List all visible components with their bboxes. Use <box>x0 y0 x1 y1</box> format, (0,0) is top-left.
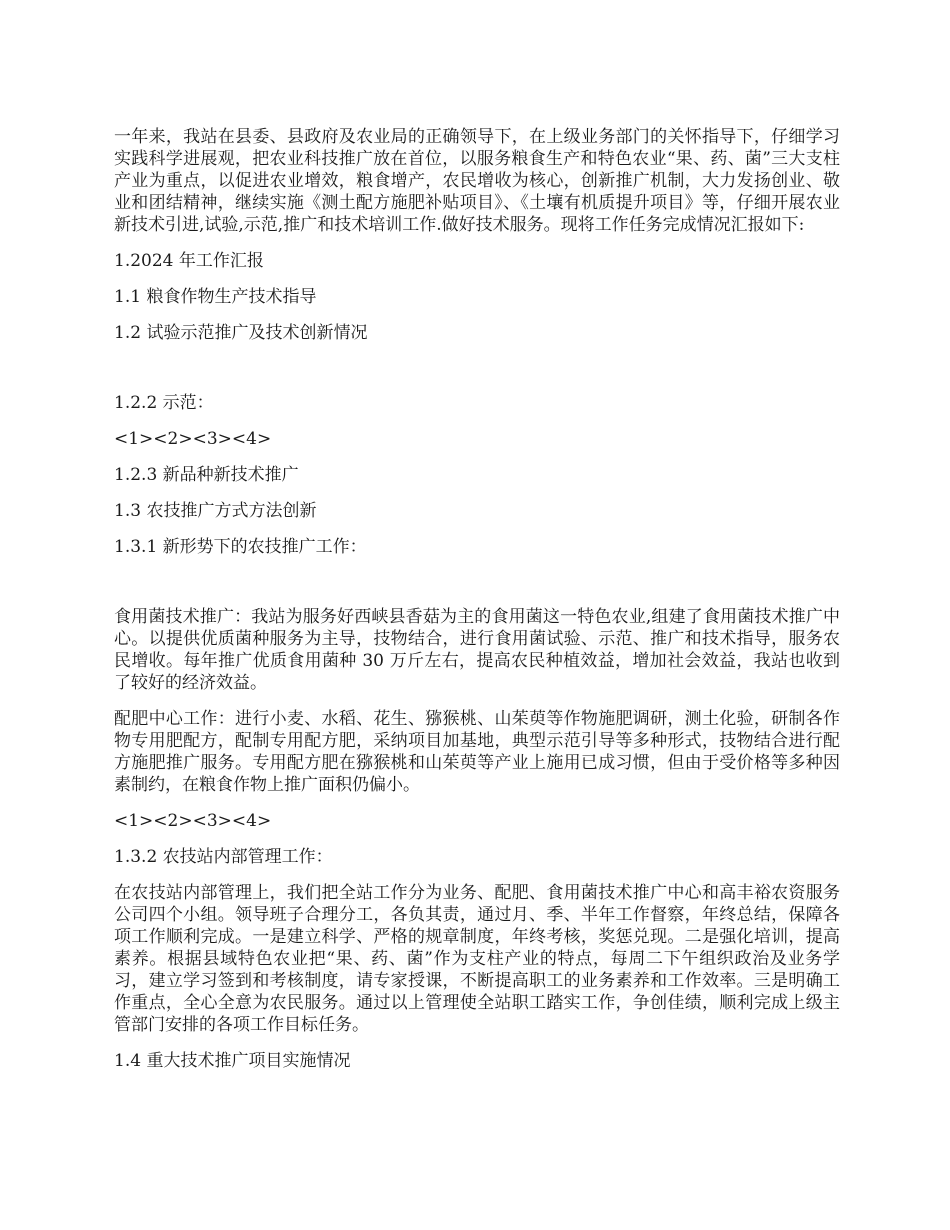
heading-1-4: 1.4 重大技术推广项目实施情况 <box>114 1051 351 1071</box>
heading-1-2: 1.2 试验示范推广及技术创新情况 <box>114 323 368 343</box>
heading-1-3: 1.3 农技推广方式方法创新 <box>114 501 317 521</box>
fungi-paragraph: 食用菌技术推广：我站为服务好西峡县香菇为主的食用菌这一特色农业,组建了食用菌技术推广中心。以提供优质菌种服务为主导，技物结合，进行食用菌试验、示范、推广和技术指导，服务农民增收。每年推广优质食用菌种 30 万斤左右，提高农民种植效益，增加社会效益，我站也收到了较好的经济效益。 <box>114 607 840 693</box>
heading-1-3-1: 1.3.1 新形势下的农技推广工作： <box>114 537 367 557</box>
management-paragraph: 在农技站内部管理上，我们把全站工作分为业务、配肥、食用菌技术推广中心和高丰裕农资服务公司四个小组。领导班子合理分工，各负其责，通过月、季、半年工作督察，年终总结，保障各项工作顺利完成。一是建立科学、严格的规章制度，年终考核，奖惩兑现。二是强化培训，提高素养。根据县域特色农业把“果、药、菌”作为支柱产业的特点，每周二下午组织政治及业务学习，建立学习签到和考核制度，请专家授课，不断提高职工的业务素养和工作效率。三是明确工作重点，全心全意为农民服务。通过以上管理使全站职工踏实工作，争创佳绩，顺利完成上级主管部门安排的各项工作目标任务。 <box>114 883 840 1035</box>
intro-paragraph: 一年来，我站在县委、县政府及农业局的正确领导下，在上级业务部门的关怀指导下，仔细学习实践科学进展观，把农业科技推广放在首位，以服务粮食生产和特色农业“果、药、菌”三大支柱产业为重点，以促进农业增效，粮食增产，农民增收为核心，创新推广机制，大力发扬创业、敬业和团结精神，继续实施《测土配方施肥补贴项目》、《土壤有机质提升项目》等，仔细开展农业新技术引进,试验,示范,推广和技术培训工作.做好技术服务。现将工作任务完成情况汇报如下: <box>114 127 840 235</box>
list-markers-1: <1><2><3><4> <box>114 429 272 449</box>
document-page <box>114 126 840 1072</box>
heading-1-2-3: 1.2.3 新品种新技术推广 <box>114 465 299 485</box>
heading-1-2-2: 1.2.2 示范： <box>114 393 214 413</box>
heading-1: 1.2024 年工作汇报 <box>114 251 264 271</box>
fertilizer-paragraph: 配肥中心工作：进行小麦、水稻、花生、猕猴桃、山茱萸等作物施肥调研，测土化验，研制各作物专用肥配方，配制专用配方肥，采纳项目加基地，典型示范引导等多种形式，技物结合进行配方施肥推广服务。专用配方肥在猕猴桃和山茱萸等产业上施用已成习惯，但由于受价格等多种因素制约，在粮食作物上推广面积仍偏小。 <box>114 709 840 795</box>
heading-1-3-2: 1.3.2 农技站内部管理工作： <box>114 847 333 867</box>
list-markers-2: <1><2><3><4> <box>114 811 272 831</box>
heading-1-1: 1.1 粮食作物生产技术指导 <box>114 287 317 307</box>
